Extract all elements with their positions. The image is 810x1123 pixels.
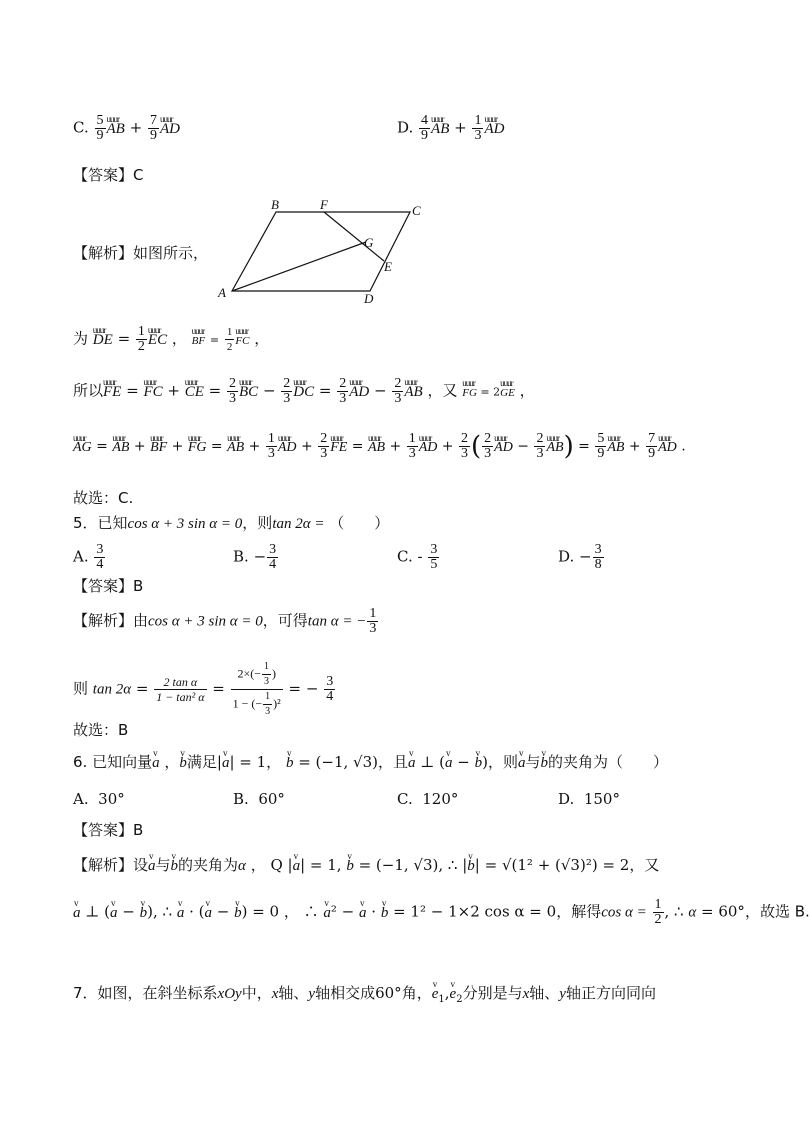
label-f: F [320, 197, 328, 212]
q4-analysis-intro: 【解析】如图所示， [73, 244, 209, 262]
q5-derivation: 则 tan 2α = $\frac{\text{2 tan α}}{\text{1 − tan² α}}$ = 2×(− $\frac{1}{3}$ ) 1 − (− $\frac{1}{3}$ )² = − $\frac{3}{4}$ [73, 661, 334, 717]
q4-option-c: C. $\frac{5}{9}$ uuur AB + $\frac{7}{9}$ uuur AD [73, 114, 180, 143]
q4-d-frac2: $\frac{1}{3}$ [474, 113, 482, 143]
q4-conclusion: 故选：C. [73, 489, 134, 507]
q5-option-c: C. - $\frac{3}{5}$ [397, 542, 438, 572]
q6-analysis-line2: v a ⊥ (v a − v b), ∴ v a · (v a − v b) = 0 ， ∴ v a² − v a · v b = 1² − 1×2 cos α = 0，解得cos α = $\frac{1}{2}$ , ∴ α = 60°，故选 B. [73, 898, 810, 927]
q4-derivation-line1: 为 uuur DE = $\frac{1}{2}$ uuur EC ， uuur BF = $\frac{1}{2}$ uuur FC ， [73, 325, 269, 354]
q4-c-frac1: $\frac{5}{9}$ [96, 113, 104, 143]
label-e: E [384, 259, 392, 274]
q6-option-a: A. 30° [73, 790, 125, 808]
label-d: D [364, 291, 374, 306]
q4-parallelogram-figure [212, 197, 432, 307]
q6-answer: 【答案】B [73, 821, 144, 839]
q4-d-vec2: uuur AD [484, 119, 504, 139]
label-b: B [271, 197, 279, 212]
q6-option-b: B. 60° [233, 790, 285, 808]
q4-d-frac1: $\frac{4}{9}$ [421, 113, 429, 143]
q6-analysis-line1: 【解析】设v a与v b的夹角为α ， Q |v a| = 1, v b = (−1, √3), ∴ |v b| = √(1² + (√3)²) = 2，又 [73, 855, 659, 876]
q5-analysis: 【解析】由cos α + 3 sin α = 0，可得tan α = − $\frac{1}{3}$ [73, 606, 377, 636]
q5-answer: 【答案】B [73, 577, 144, 595]
q6-stem: 6. 已知向量v a ，v b满足|v a| = 1， v b = (−1, √3)，且v a ⊥ (v a − v b)，则v a与v b的夹角为（ ） [73, 752, 668, 773]
q4-c-vec1: uuur AB [107, 119, 125, 139]
q6-option-d: D. 150° [558, 790, 620, 808]
label-g: G [364, 235, 374, 250]
q4-d-vec1: uuur AB [431, 119, 449, 139]
q7-stem: 7．如图，在斜坐标系xOy中，x轴、y轴相交成60°角，v $e_1,v$ $e_2$分别是与x轴、y轴正方向同向 [73, 983, 656, 1010]
q6-option-c: C. 120° [397, 790, 459, 808]
q4-c-frac2: $\frac{7}{9}$ [149, 113, 157, 143]
q4-c-vec2: uuur AD [160, 119, 180, 139]
q4-answer: 【答案】C [73, 166, 144, 184]
q4-option-c-label: C. [73, 118, 89, 137]
q4-option-d-label: D. [397, 118, 414, 137]
q4-derivation-line3: uuur AG = uuur AB + uuur BF + uuur FG = uuur AB + $\frac{1}{3}$ uuur AD + $\frac{2}{3}$ uuur FE = uuur AB + $\frac{1}{3}$ uuur AD + $\frac{2}{3}$ ( $\frac{2}{3}$ uuur AD − $\frac{2}{3}$ uuur AB) = $\frac{5}{9}$ uuur AB + $\frac{7}{9}$ uuur AD . [73, 432, 686, 461]
label-a: A [218, 285, 226, 300]
q5-conclusion: 故选：B [73, 721, 129, 739]
q5-option-a: A. $\frac{3}{4}$ [73, 542, 104, 572]
q5-stem: 5．已知cos α + 3 sin α = 0，则tan 2α = （ ） [73, 514, 390, 532]
label-c: C [412, 203, 421, 218]
q5-option-d: D. − $\frac{3}{8}$ [558, 542, 602, 572]
q5-option-b: B. − $\frac{3}{4}$ [233, 542, 277, 572]
q4-derivation-line2: 所以uuur FE = uuur FC + uuur CE = $\frac{2}{3}$ uuur BC − $\frac{2}{3}$ uuur DC = $\frac{2}{3}$ uuur AD − $\frac{2}{3}$ uuur AB ，又 uuur FG = 2uuur GE ， [73, 377, 535, 406]
q4-option-d: D. $\frac{4}{9}$ uuur AB + $\frac{1}{3}$ uuur AD [397, 114, 504, 143]
